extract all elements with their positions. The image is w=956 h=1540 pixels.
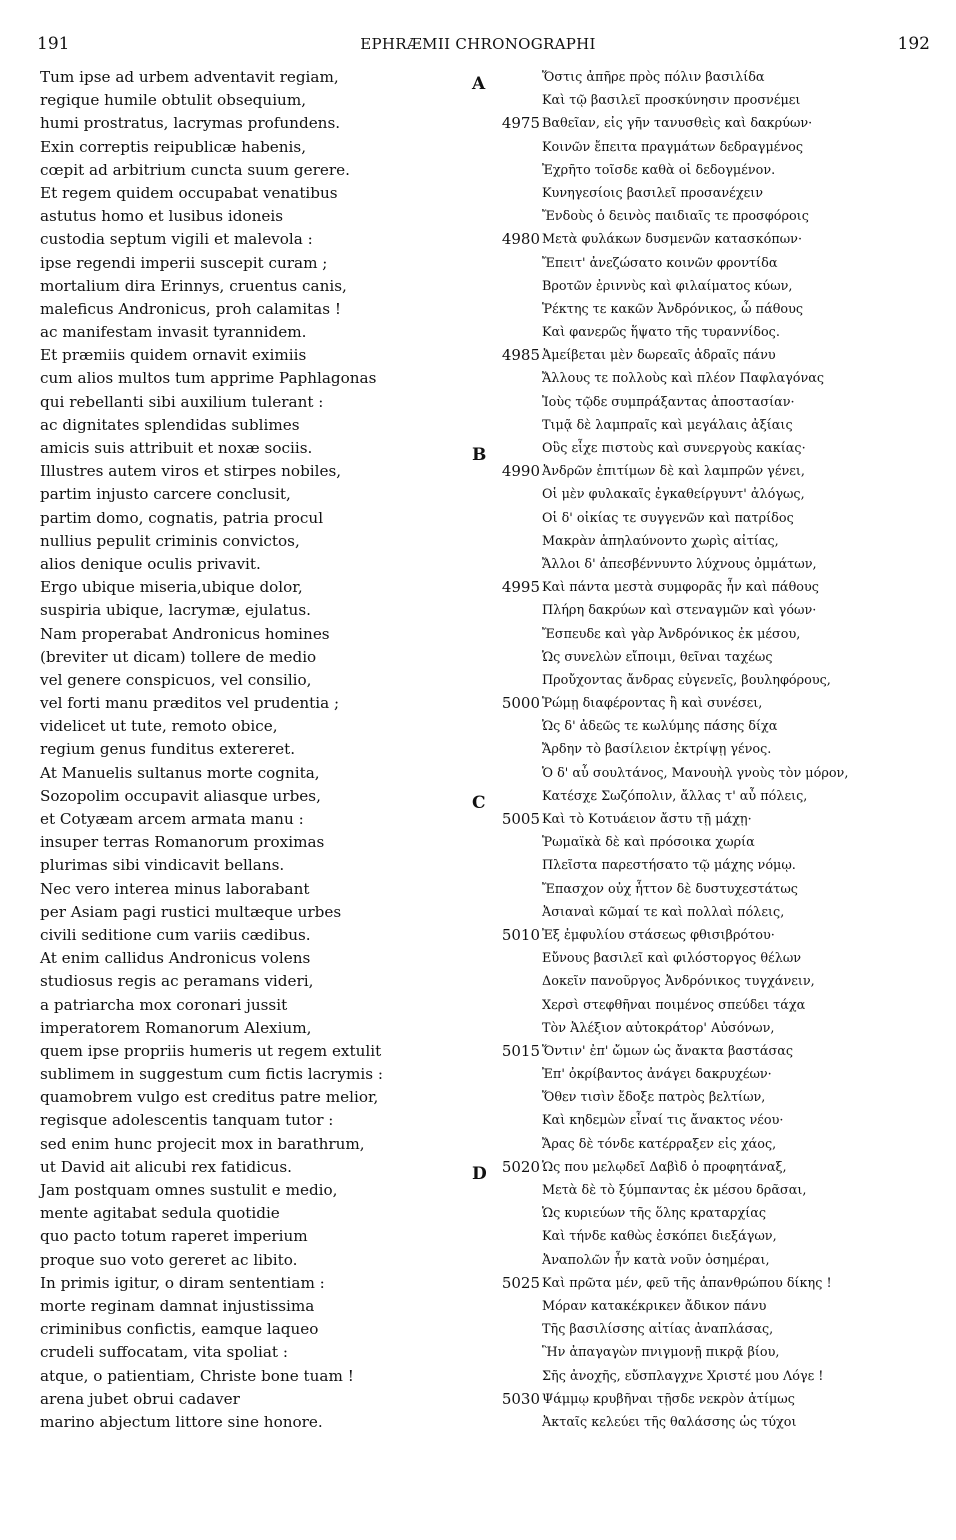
greek-verse-text: Ἀσιαναὶ κῶμαί τε καὶ πολλαὶ πόλεις, [542, 904, 785, 920]
latin-line: insuper terras Romanorum proximas [40, 833, 325, 852]
greek-line [478, 785, 948, 808]
greek-line [478, 715, 948, 738]
section-marker: A [472, 74, 486, 94]
page-number-right: 192 [897, 34, 930, 54]
greek-verse-text: Οὓς εἶχε πιστοὺς καὶ συνεργοὺς κακίας· [542, 441, 806, 456]
greek-line [478, 1318, 948, 1341]
verse-number: 5025 [501, 1273, 540, 1292]
greek-line [478, 275, 948, 298]
latin-line: atque, o patientiam, Christe bone tuam ! [40, 1366, 354, 1385]
verse-number: 5020 [501, 1157, 540, 1176]
greek-line [478, 252, 948, 275]
latin-line: cœpit ad arbitrium cuncta suum gerere. [40, 160, 350, 179]
greek-line [478, 1063, 948, 1086]
greek-verse-text: Καὶ τὸ Κοτυάειον ἄστυ τῇ μάχῃ· [542, 812, 752, 827]
greek-verse-text: Καὶ τήνδε καθὼς ἐσκόπει διεξάγων, [542, 1229, 777, 1245]
greek-line [478, 89, 948, 112]
greek-line [478, 367, 948, 390]
verse-number: 5000 [501, 694, 540, 713]
greek-line [478, 1225, 948, 1248]
greek-verse-text: Ἀναπολῶν ἦν κατὰ νοῦν ὁσημέραι, [542, 1252, 770, 1268]
page-header [0, 34, 956, 58]
greek-verse-text: Μόραν κατακέκρικεν ἄδικον πάνυ [542, 1298, 767, 1314]
greek-line [478, 1388, 948, 1411]
greek-line [478, 623, 948, 646]
latin-line: Sozopolim occupavit aliasque urbes, [40, 786, 321, 805]
greek-line [478, 831, 948, 854]
latin-line: cum alios multos tum apprime Paphlagonas [40, 369, 377, 388]
latin-line: quamobrem vulgo est creditus patre melior, [40, 1088, 379, 1107]
section-marker: D [472, 1164, 487, 1185]
greek-verse-text: Ἐξ ἐμφυλίου στάσεως φθισιβρότου· [542, 927, 775, 943]
greek-line [478, 738, 948, 761]
latin-line: ac manifestam invasit tyrannidem. [40, 323, 307, 342]
greek-verse-text: Καὶ πάντα μεστὰ συμφορᾶς ἦν καὶ πάθους [542, 580, 819, 596]
greek-line [478, 205, 948, 228]
greek-verse-text: Ἄλλοι δ' ἀπεσβέννυντο λύχνους ὀμμάτων, [542, 556, 817, 572]
latin-line: mortalium dira Erinnys, cruentus canis, [40, 276, 347, 295]
greek-verse-text: Οἱ δ' οἰκίας τε συγγενῶν καὶ πατρίδος [542, 510, 794, 526]
greek-line [478, 344, 948, 367]
running-title: EPHRÆMII CHRONOGRAPHI [360, 35, 596, 53]
greek-verse-text: Δοκεῖν πανοῦργος Ἀνδρόνικος τυγχάνειν, [542, 974, 815, 990]
greek-line [478, 228, 948, 251]
greek-line [478, 901, 948, 924]
latin-line: Exin correptis reipublicæ habenis, [40, 137, 307, 156]
greek-verse-text: Ὁ δ' αὖ σουλτάνος, Μανουὴλ γνοὺς τὸν μόρον, [542, 765, 849, 781]
latin-line: vel forti manu præditos vel prudentia ; [40, 694, 340, 713]
greek-verse-text: Κοινῶν ἔπειτα πραγμάτων δεδραγμένος [542, 139, 804, 155]
greek-line [478, 854, 948, 877]
greek-verse-text: Ἔπασχον οὐχ ἧττον δὲ δυστυχεστάτως [542, 881, 798, 897]
latin-line: astutus homo et lusibus idoneis [40, 207, 284, 226]
greek-verse-text: Ἀνδρῶν ἐπιτίμων δὲ καὶ λαμπρῶν γένει, [542, 464, 805, 480]
greek-verse-text: Ἔπειτ' ἀνεζώσατο κοινῶν φροντίδα [542, 255, 778, 271]
latin-line: (breviter ut dicam) tollere de medio [40, 647, 317, 666]
latin-line: studiosus regis ac peramans videri, [40, 972, 314, 991]
greek-verse-text: Σῆς ἀνοχῆς, εὔσπλαγχνε Χριστέ μου Λόγε ! [542, 1368, 824, 1384]
greek-verse-text: Βροτῶν ἐριννὺς καὶ φιλαίματος κύων, [542, 278, 793, 294]
greek-line [478, 1411, 948, 1434]
latin-line: In primis igitur, o diram sententiam : [40, 1273, 325, 1292]
latin-line: proque suo voto gereret ac libito. [40, 1250, 298, 1269]
greek-verse-text: Χερσὶ στεφθῆναι ποιμένος σπεύδει τάχα [542, 997, 806, 1013]
greek-line [478, 391, 948, 414]
greek-verse-text: Ὡς που μελῳδεῖ Δαβὶδ ὁ προφητάναξ, [542, 1159, 787, 1175]
verse-number: 4975 [501, 114, 540, 133]
greek-verse-text: Καὶ κηδεμὼν εἶναί τις ἄνακτος νέου· [542, 1113, 784, 1129]
greek-line [478, 553, 948, 576]
latin-line: Jam postquam omnes sustulit e medio, [40, 1181, 338, 1199]
greek-line [478, 460, 948, 483]
greek-line [478, 507, 948, 530]
greek-line [478, 1017, 948, 1040]
latin-line: Illustres autem viros et stirpes nobiles, [40, 462, 342, 481]
greek-verse-text: Ἄλλους τε πολλοὺς καὶ πλέον Παφλαγόνας [542, 371, 825, 387]
greek-column [478, 66, 948, 1434]
verse-number: 4985 [501, 346, 540, 365]
greek-line [478, 66, 948, 89]
greek-verse-text: Τιμᾷ δὲ λαμπραῖς καὶ μεγάλαις ἀξίαις [542, 417, 793, 433]
section-marker: C [472, 793, 486, 814]
greek-line [478, 970, 948, 993]
latin-line: criminibus confictis, eamque laqueo [40, 1320, 319, 1339]
latin-line: a patriarcha mox coronari jussit [40, 995, 288, 1014]
greek-line [478, 1109, 948, 1132]
latin-line: regium genus funditus extereret. [40, 740, 296, 759]
greek-line [478, 136, 948, 159]
greek-line [478, 1295, 948, 1318]
latin-line: quem ipse propriis humeris ut regem extulit [40, 1041, 382, 1060]
greek-verse-text: Κατέσχε Σωζόπολιν, ἄλλας τ' αὖ πόλεις, [542, 788, 808, 804]
greek-verse-text: Ὅστις ἀπῆρε πρὸς πόλιν βασιλίδα [542, 70, 765, 85]
greek-line [478, 762, 948, 785]
latin-line: Et regem quidem occupabat venatibus [40, 183, 338, 202]
latin-line: suspiria ubique, lacrymæ, ejulatus. [40, 601, 311, 620]
latin-line: marino abjectum littore sine honore. [40, 1412, 323, 1431]
greek-verse-text: Μετὰ δὲ τὸ ξύμπαντας ἐκ μέσου δρᾶσαι, [542, 1183, 807, 1198]
latin-column [40, 66, 460, 1434]
latin-line: At enim callidus Andronicus volens [40, 949, 311, 968]
latin-line: Nec vero interea minus laborabant [40, 879, 310, 898]
latin-line: partim injusto carcere conclusit, [40, 485, 291, 504]
greek-verse-text: Τῆς βασιλίσσης αἰτίας ἀναπλάσας, [542, 1322, 774, 1338]
latin-line: nullius pepulit criminis convictos, [40, 531, 300, 550]
greek-line [478, 924, 948, 947]
greek-verse-text: Ῥέκτης τε κακῶν Ἀνδρόνικος, ὦ πάθους [542, 301, 804, 317]
greek-verse-text: Ἀκταῖς κελεύει τῆς θαλάσσης ὡς τύχοι [542, 1414, 797, 1430]
verse-number: 4990 [501, 462, 540, 481]
greek-verse-text: Πλήρη δακρύων καὶ στεναγμῶν καὶ γόων· [542, 603, 817, 619]
latin-line: Tum ipse ad urbem adventavit regiam, [40, 68, 339, 86]
latin-line: videlicet ut tute, remoto obice, [40, 717, 278, 736]
latin-line: ipse regendi imperii suscepit curam ; [40, 253, 328, 272]
greek-line [478, 437, 948, 460]
greek-verse-text: Καὶ φανερῶς ἥψατο τῆς τυραννίδος. [542, 325, 780, 341]
greek-line [478, 1179, 948, 1202]
latin-line: amicis suis attribuit et noxæ sociis. [40, 439, 313, 457]
greek-line [478, 808, 948, 831]
latin-line: sed enim hunc projecit mox in barathrum, [40, 1134, 365, 1153]
greek-line [478, 298, 948, 321]
greek-verse-text: Πλεῖστα παρεστήσατο τῷ μάχης νόμῳ. [542, 858, 796, 874]
greek-verse-text: Ἐχρῆτο τοῖσδε καθὰ οἱ δεδογμένον. [542, 162, 776, 178]
greek-line [478, 1086, 948, 1109]
greek-line [478, 599, 948, 622]
greek-line [478, 112, 948, 135]
greek-verse-text: Ῥωμαϊκὰ δὲ καὶ πρόσοικα χωρία [542, 835, 755, 851]
greek-verse-text: Ῥώμῃ διαφέροντας ἢ καὶ συνέσει, [542, 696, 763, 712]
latin-line: plurimas sibi vindicavit bellans. [40, 856, 285, 875]
verse-number: 5010 [501, 925, 540, 944]
greek-verse-text: Ὡς δ' ἀδεῶς τε κωλύμης πάσης δίχα [542, 719, 778, 735]
greek-line [478, 483, 948, 506]
latin-line: vel genere conspicuos, vel consilio, [40, 670, 312, 689]
latin-line: humi prostratus, lacrymas profundens. [40, 114, 341, 133]
greek-verse-text: Οἱ μὲν φυλακαῖς ἐγκαθείργυντ' ἀλόγως, [542, 487, 805, 503]
latin-line: ut David ait alicubi rex fatidicus. [40, 1157, 293, 1176]
verse-number: 5030 [501, 1389, 540, 1408]
latin-line: alios denique oculis privavit. [40, 554, 261, 573]
greek-line [478, 182, 948, 205]
verse-number: 4995 [501, 578, 540, 597]
greek-line [478, 669, 948, 692]
greek-line [478, 994, 948, 1017]
latin-line: qui rebellanti sibi auxilium tulerant : [40, 392, 324, 411]
greek-verse-text: Ἀμείβεται μὲν δωρεαῖς ἁδραῖς πάνυ [542, 348, 776, 364]
latin-line: At Manuelis sultanus morte cognita, [40, 763, 320, 782]
latin-line: imperatorem Romanorum Alexium, [40, 1018, 312, 1037]
greek-line [478, 1202, 948, 1225]
latin-line: ac dignitates splendidas sublimes [40, 415, 300, 434]
greek-verse-text: Τὸν Ἀλέξιον αὐτοκράτορ' Αὐσόνων, [542, 1020, 775, 1036]
greek-verse-text: Ἄρας δὲ τόνδε κατέρραξεν εἰς χάος, [542, 1136, 777, 1152]
greek-verse-text: Καὶ τῷ βασιλεῖ προσκύνησιν προσνέμει [542, 93, 801, 109]
greek-verse-text: Ἣν ἀπαγαγὼν πνιγμονῇ πικρᾷ βίου, [542, 1345, 780, 1361]
greek-verse-text: Προὔχοντας ἄνδρας εὐγενεῖς, βουληφόρους, [542, 672, 831, 688]
latin-line: custodia septum vigili et malevola : [40, 230, 313, 249]
greek-verse-text: Ὅντιν' ἐπ' ὤμων ὡς ἄνακτα βαστάσας [542, 1043, 794, 1059]
greek-line [478, 1040, 948, 1063]
latin-line: morte reginam damnat injustissima [40, 1296, 315, 1315]
greek-line [478, 159, 948, 182]
greek-line [478, 947, 948, 970]
page-number-left: 191 [37, 34, 70, 54]
latin-line: Ergo ubique miseria,ubique dolor, [40, 578, 303, 597]
greek-verse-text: Ἔσπευδε καὶ γὰρ Ἀνδρόνικος ἐκ μέσου, [542, 626, 801, 642]
latin-line: regique humile obtulit obsequium, [40, 91, 307, 110]
greek-verse-text: Ὡς κυριεύων τῆς ὅλης κραταρχίας [542, 1206, 767, 1222]
latin-line: arena jubet obrui cadaver [40, 1389, 240, 1408]
greek-verse-text: Ἔνδοὺς ὁ δεινὸς παιδιαῖς τε προσφόροις [542, 209, 809, 225]
latin-line: et Cotyæam arcem armata manu : [40, 810, 304, 828]
latin-line: quo pacto totum raperet imperium [40, 1227, 308, 1246]
verse-number: 5005 [501, 810, 540, 828]
greek-verse-text: Μακρὰν ἀπηλαύνοντο χωρὶς αἰτίας, [542, 533, 779, 549]
latin-line: Nam properabat Andronicus homines [40, 624, 330, 643]
latin-line: sublimem in suggestum cum fictis lacrymis : [40, 1065, 384, 1084]
section-marker: B [472, 445, 487, 466]
greek-verse-text: Ἰοὺς τῷδε συμπράξαντας ἀποστασίαν· [542, 394, 795, 410]
greek-verse-text: Ὡς συνελὼν εἴποιμι, θεῖναι ταχέως [542, 649, 773, 665]
greek-verse-text: Μετὰ φυλάκων δυσμενῶν κατασκόπων· [542, 232, 803, 248]
greek-verse-text: Ἄρδην τὸ βασίλειον ἐκτρίψῃ γένος. [542, 742, 772, 758]
greek-verse-text: Καὶ πρῶτα μέν, φεῦ τῆς ἀπανθρώπου δίκης ! [542, 1275, 832, 1291]
verse-number: 5015 [501, 1041, 540, 1060]
greek-line [478, 1272, 948, 1295]
greek-verse-text: Κυνηγεσίοις βασιλεῖ προσανέχειν [542, 185, 763, 201]
latin-line: partim domo, cognatis, patria procul [40, 508, 324, 527]
greek-line [478, 1249, 948, 1272]
latin-line: crudeli suffocatam, vita spoliat : [40, 1343, 288, 1362]
greek-line [478, 646, 948, 669]
latin-line: maleficus Andronicus, proh calamitas ! [40, 299, 341, 318]
greek-verse-text: Ἐπ' ὀκρίβαντος ἀνάγει δακρυχέων· [542, 1067, 772, 1083]
latin-line: per Asiam pagi rustici multæque urbes [40, 902, 342, 921]
greek-line [478, 1133, 948, 1156]
latin-line: Et præmiis quidem ornavit eximiis [40, 346, 307, 365]
latin-line: mente agitabat sedula quotidie [40, 1204, 280, 1223]
greek-line [478, 414, 948, 437]
greek-line [478, 1156, 948, 1179]
greek-line [478, 692, 948, 715]
greek-verse-text: Εὔνους βασιλεῖ καὶ φιλόστοργος θέλων [542, 951, 802, 967]
latin-line: regisque adolescentis tanquam tutor : [40, 1111, 334, 1130]
greek-verse-text: Βαθεῖαν, εἰς γῆν τανυσθεὶς καὶ δακρύων· [542, 116, 813, 132]
greek-line [478, 1341, 948, 1364]
greek-line [478, 1365, 948, 1388]
greek-line [478, 878, 948, 901]
greek-verse-text: Ψάμμῳ κρυβῆναι τῇσδε νεκρὸν ἀτίμως [542, 1391, 795, 1407]
greek-line [478, 576, 948, 599]
greek-line [478, 530, 948, 553]
latin-line: civili seditione cum variis cædibus. [40, 925, 311, 944]
greek-line [478, 321, 948, 344]
verse-number: 4980 [501, 230, 540, 249]
greek-verse-text: Ὅθεν τισὶν ἔδοξε πατρὸς βελτίων, [542, 1090, 766, 1106]
